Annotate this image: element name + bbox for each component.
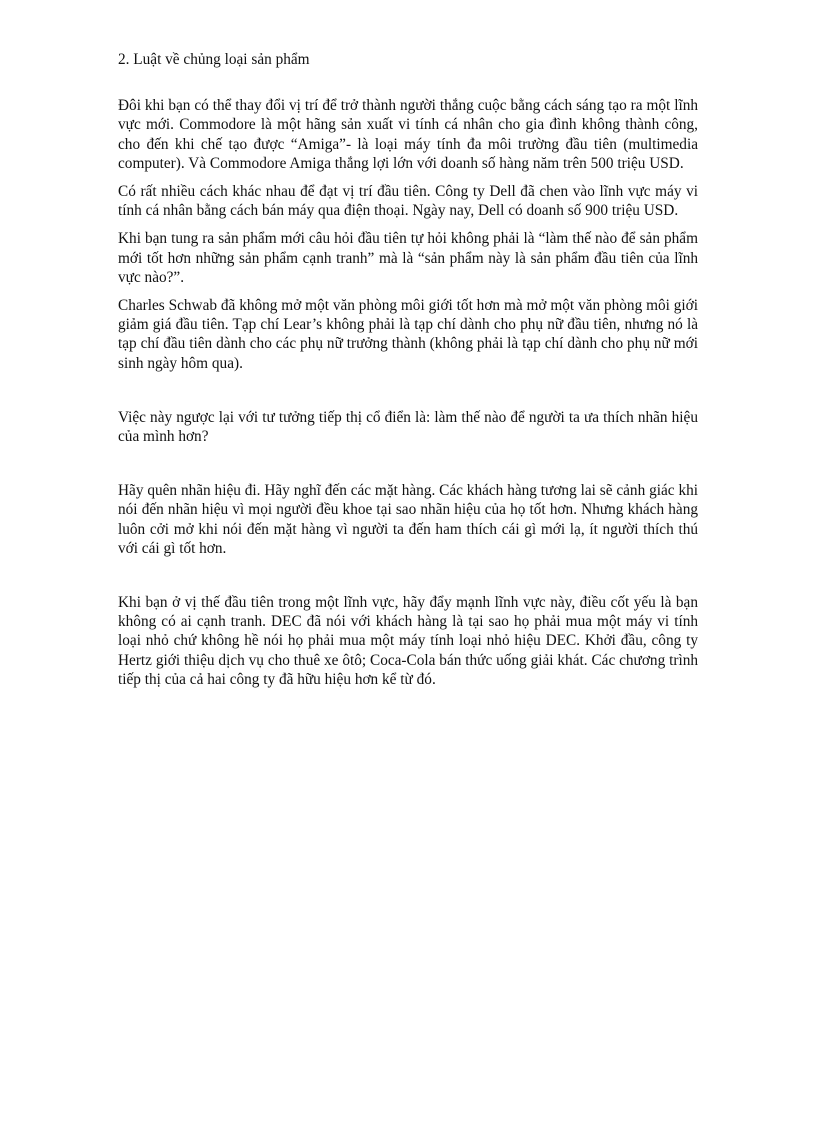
- paragraph-6: Hãy quên nhãn hiệu đi. Hãy nghĩ đến các mặt hàng. Các khách hàng tương lai sẽ cảnh giác khi nói đến nhãn hiệu vì mọi người đều khoe tại sao nhãn hiệu của họ tốt hơn. Nhưng khách hàng luôn cởi mở khi nói đến mặt hàng vì người ta đến ham thích cái gì mới lạ, ít người thích thú với cái gì tốt hơn.: [118, 482, 698, 557]
- paragraph-2: Có rất nhiều cách khác nhau để đạt vị trí đầu tiên. Công ty Dell đã chen vào lĩnh vực máy vi tính cá nhân bằng cách bán máy qua điện thoại. Ngày nay, Dell có doanh số 900 triệu USD.: [118, 183, 698, 220]
- paragraph-7: Khi bạn ở vị thế đầu tiên trong một lĩnh vực, hãy đẩy mạnh lĩnh vực này, điều cốt yếu là bạn không có ai cạnh tranh. DEC đã nói với khách hàng là tại sao họ phải mua một máy vi tính loại nhỏ chứ không hề nói họ phải mua một máy tính loại nhỏ hiệu DEC. Khởi đầu, công ty Hertz giới thiệu dịch vụ cho thuê xe ôtô; Coca-Cola bán thức uống giải khát. Các chương trình tiếp thị của cả hai công ty đã hữu hiệu hơn kể từ đó.: [118, 594, 698, 688]
- document-body: [118, 50, 698, 698]
- paragraph-3: Khi bạn tung ra sản phẩm mới câu hỏi đầu tiên tự hỏi không phải là “làm thế nào để sản phẩm mới tốt hơn những sản phẩm cạnh tranh” mà là “sản phẩm này là sản phẩm đầu tiên của lĩnh vực nào?”.: [118, 230, 698, 286]
- paragraph-1: Đôi khi bạn có thể thay đổi vị trí để trở thành người thắng cuộc bằng cách sáng tạo ra một lĩnh vực mới. Commodore là một hãng sản xuất vi tính cá nhân cho gia đình không thành công, cho đến khi chế tạo được “Amiga”- là loại máy tính đa môi trường đầu tiên (multimedia computer). Và Commodore Amiga thắng lợi lớn với doanh số hàng năm trên 500 triệu USD.: [118, 97, 698, 172]
- section-heading: 2. Luật về chủng loại sản phẩm: [118, 51, 310, 68]
- paragraph-5: Việc này ngược lại với tư tưởng tiếp thị cổ điển là: làm thế nào để người ta ưa thích nhãn hiệu của mình hơn?: [118, 408, 698, 446]
- paragraph-4: Charles Schwab đã không mở một văn phòng môi giới tốt hơn mà mở một văn phòng môi giới giảm giá đầu tiên. Tạp chí Lear’s không phải là tạp chí dành cho phụ nữ đầu tiên, nhưng nó là tạp chí đầu tiên dành cho các phụ nữ trưởng thành (không phải là tạp chí dành cho phụ nữ mới sinh ngày hôm qua).: [118, 297, 698, 372]
